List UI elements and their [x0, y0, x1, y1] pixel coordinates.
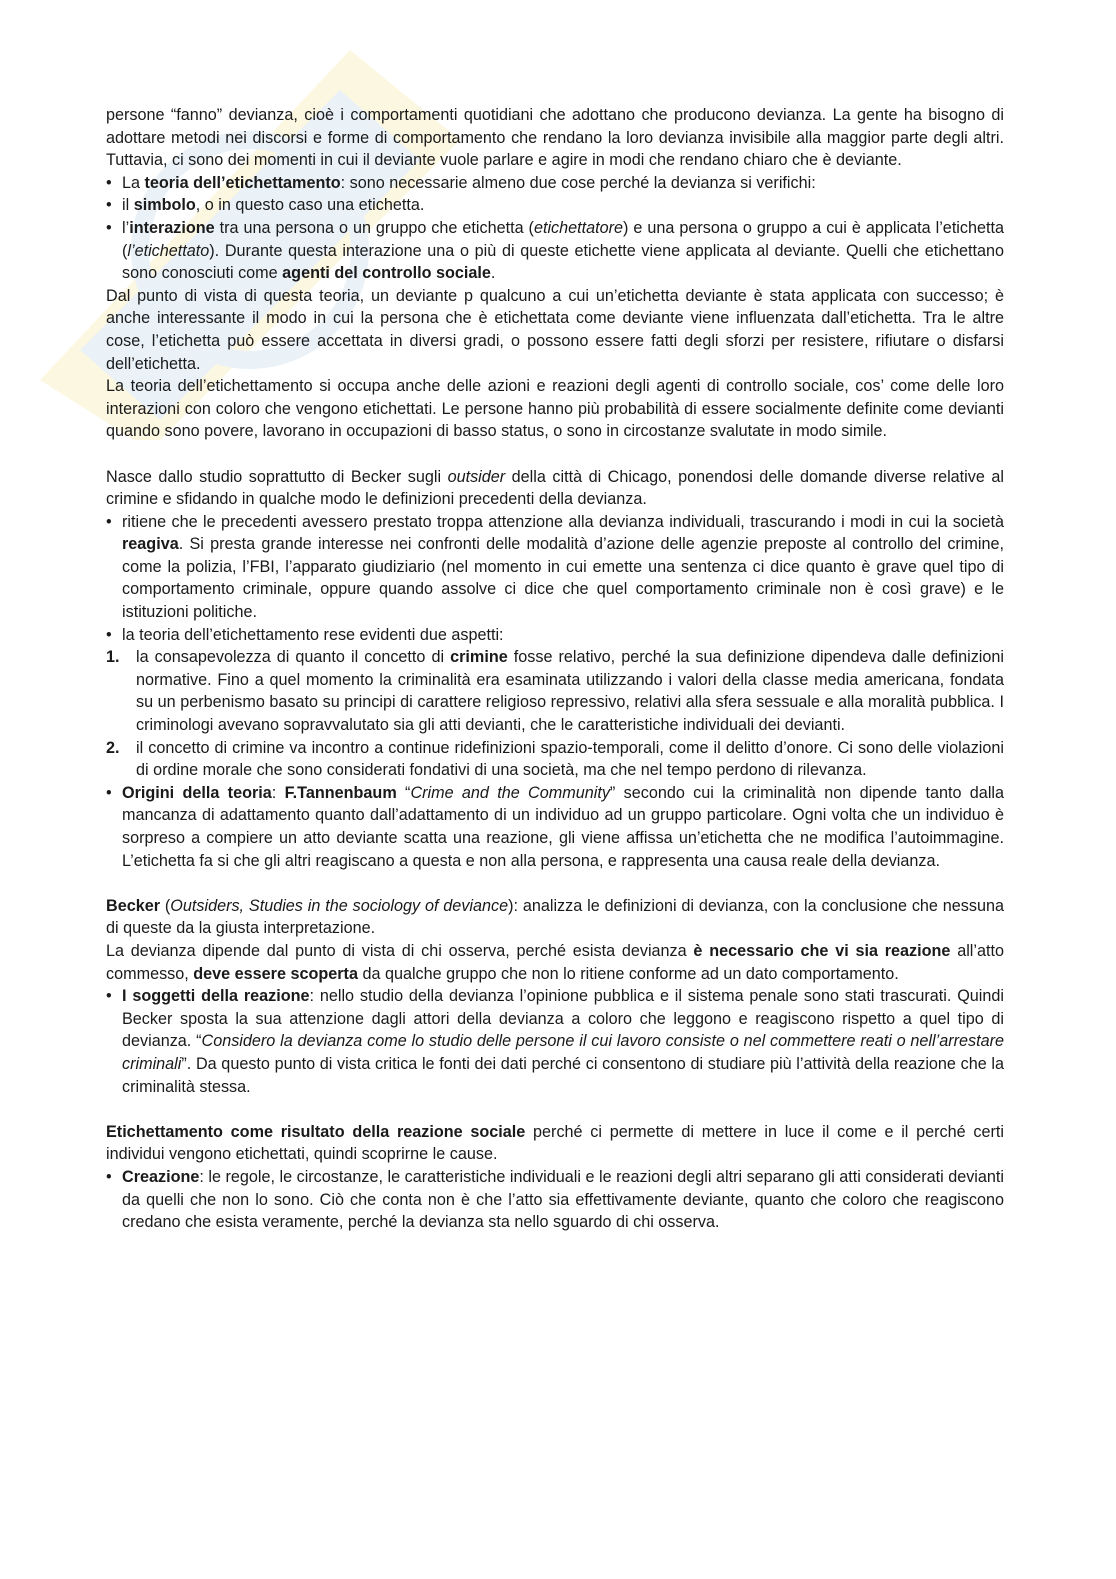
numbered-item-1: 1. la consapevolezza di quanto il concetto di crimine fosse relativo, perché la sua definizione dipendeva dalle definizioni normative. Fino a quel momento la criminalità era esaminata utilizzando i valori della classe media americana, fondata su un perbenismo basato su principi di carattere religioso repressivo, relativi alla sfera sessuale e alla moralità pubblica. I criminologi avevano sopravvalutato sia gli atti devianti, che le caratteristiche individuali dei devianti. [106, 648, 1005, 735]
list-item-origins: • Origini della teoria: F.Tannenbaum “Crime and the Community” secondo cui la criminalità non dipende tanto dalla mancanza di adattamento quanto dall’adattamento di un individuo ad un gruppo particolare. Ogni volta che un individuo è sorpreso a compiere un atto deviante scatta una reazione, gli viene affissa un’etichetta che ne modifica l’autoimmagine. L’etichetta fa si che gli altri reagiscano a questa e non alla persona, e rappresenta una causa reale della devianza. [106, 783, 1005, 870]
document-page [106, 104, 1004, 1234]
bullet: • [106, 783, 112, 802]
numbered-item-2: 2. il concetto di crimine va incontro a continue ridefinizioni spazio-temporali, come il delitto d’onore. Ci sono delle violazioni di ordine morale che sono considerati fondativi di una società, ma che nel tempo perdono di rilevanza. [106, 738, 1004, 780]
list-item-reaction-subjects: • I soggetti della reazione: nello studio della devianza l’opinione pubblica e il sistema penale sono stati trascurati. Quindi Becker sposta la sua attenzione dagli attori della devianza a coloro che leggono e reagiscono rispetto a quel tipo di devianza. “Considero la devianza come lo studio delle persone il cui lavoro consiste o nel commettere reati o nell’arrestare criminali”. Da questo punto di vista critica le fonti dei dati perché ci consentono di studiare più l’attività della reazione che la criminalità stessa. [106, 987, 1004, 1096]
paragraph-becker-outsiders: Becker (Outsiders, Studies in the sociology of deviance): analizza le definizioni di devianza, con la conclusione che nessuna di queste da la giusta interpretazione. [106, 896, 1004, 938]
list-item-symbol: • il simbolo, o in questo caso una etichetta. [106, 194, 1004, 217]
paragraph-social-reaction: Etichettamento come risultato della reazione sociale perché ci permette di mettere in luce il come e il perché certi individui vengono etichettati, quindi scoprirne le cause. [106, 1122, 1004, 1164]
bullet: • [106, 196, 112, 215]
paragraph-social-control: La teoria dell’etichettamento si occupa anche delle azioni e reazioni degli agenti di controllo sociale, cos’ come delle loro interazioni con coloro che vengono etichettati. Le persone hanno più probabilità di essere socialmente definite come devianti quando sono povere, lavorano in occupazioni di basso status, o sono in circostanze svalutate in modo simile. [106, 377, 1004, 441]
list-item-two-aspects: • la teoria dell’etichettamento rese evidenti due aspetti: [106, 624, 1004, 647]
bullet: • [106, 625, 112, 644]
list-item-interaction: • l’interazione tra una persona o un gruppo che etichetta (etichettatore) e una persona o gruppo a cui è applicata l’etichetta (l’etichettato). Durante questa interazione una o più di queste etichette viene applicata al deviante. Quelli che etichettano sono conosciuti come agenti del controllo sociale. [106, 218, 1005, 283]
bullet: • [106, 218, 112, 237]
list-item-creation: • Creazione: le regole, le circostanze, le caratteristiche individuali e le reazioni degli altri separano gli atti considerati devianti da quelli che non lo sono. Ciò che conta non è che l’atto sia effettivamente deviante, quanto che coloro che reagiscono credano che esista veramente, perché la devianza sta nello sguardo di chi osserva. [106, 1167, 1004, 1232]
bullet: • [106, 512, 112, 531]
bullet: • [106, 987, 112, 1006]
bullet: • [106, 173, 112, 192]
list-item-reaction: • ritiene che le precedenti avessero prestato troppa attenzione alla devianza individuali, trascurando i modi in cui la società reagiva. Si presta grande interesse nei confronti delle modalità d’azione delle agenzie preposte al controllo del crimine, come la polizia, l’FBI, l’apparato giudiziario (nel momento in cui emette una sentenza ci dice quanto è grave quel tipo di comportamento criminale, oppure quando assolve ci dice che quel comportamento criminale non è così grave) e le istituzioni politiche. [106, 512, 1004, 622]
bullet: • [106, 1167, 112, 1186]
list-item-labeling-theory: • La teoria dell’etichettamento: sono necessarie almeno due cose perché la devianza si verifichi: [106, 172, 1004, 195]
paragraph-point-of-view: La devianza dipende dal punto di vista di chi osserva, perché esista devianza è necessario che vi sia reazione all’atto commesso, deve essere scoperta da qualche gruppo che non lo ritiene conforme ad un dato comportamento. [106, 941, 1004, 983]
paragraph-intro: persone “fanno” devianza, cioè i comportamenti quotidiani che adottano che producono devianza. La gente ha bisogno di adottare metodi nei discorsi e forme di comportamento che rendano la loro devianza invisibile alla maggior parte degli altri. Tuttavia, ci sono dei momenti in cui il deviante vuole parlare e agire in modi che rendano chiaro che è deviante. [106, 106, 1004, 170]
paragraph-deviant-definition: Dal punto di vista di questa teoria, un deviante p qualcuno a cui un’etichetta deviante è stata applicata con successo; è anche interessante il modo in cui la persona che è etichettata come deviante viene influenzata dall’etichetta. Tra le altre cose, l’etichetta può essere accettata in diversi gradi, o possono essere fatti degli sforzi per resistere, rifiutare o disfarsi dell’etichetta. [106, 286, 1004, 373]
paragraph-becker-origin: Nasce dallo studio soprattutto di Becker sugli outsider della città di Chicago, ponendosi delle domande diverse relative al crimine e sfidando in qualche modo le definizioni precedenti della devianza. [106, 467, 1004, 509]
